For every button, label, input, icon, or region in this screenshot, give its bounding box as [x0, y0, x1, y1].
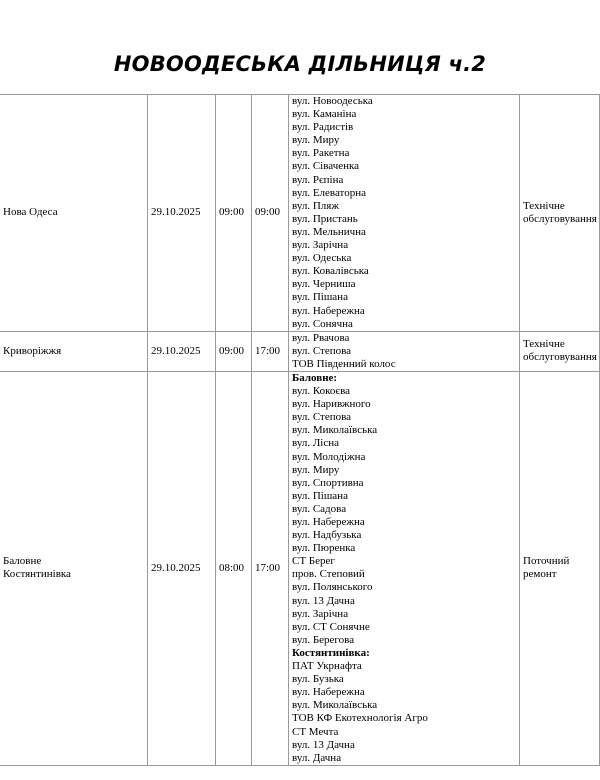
street-item: вул. Миколаївська [292, 424, 378, 437]
streets-cell [289, 371, 520, 765]
start-time-cell: 08:00 [216, 371, 252, 765]
street-item: вул. Сонячна [292, 317, 353, 330]
location-name: Нова Одеса [3, 206, 58, 219]
street-item: вул. Садова [292, 502, 347, 515]
street-item: вул. Миколаївська [292, 699, 378, 712]
street-item: вул. Пішана [292, 291, 348, 304]
street-item: вул. Новоодеська [292, 95, 373, 107]
start-time-cell: 09:00 [216, 95, 252, 332]
street-item: вул. Одеська [292, 252, 352, 265]
streets-cell [289, 95, 520, 332]
work-type-cell: Технічне обслуговування [520, 331, 600, 371]
street-item: вул. Ковалівська [292, 265, 369, 278]
street-item: вул. Набережна [292, 304, 365, 317]
street-item: вул. Спортивна [292, 476, 364, 489]
street-group-heading: Костянтинівка: [292, 646, 370, 659]
street-item: ПАТ Укрнафта [292, 660, 362, 673]
location-name: Баловне [3, 555, 42, 568]
street-item: вул. Каманіна [292, 108, 357, 121]
street-item: вул. Рвачова [292, 331, 350, 344]
street-item: вул. Миру [292, 463, 340, 476]
street-item: вул. Мельнична [292, 225, 366, 238]
location-name: Костянтинівка [3, 568, 71, 581]
table-row [0, 331, 600, 371]
street-item: вул. 13 Дачна [292, 594, 355, 607]
table-row [0, 95, 600, 332]
street-item: вул. Сіваченка [292, 160, 360, 173]
street-item: вул. Степова [292, 411, 352, 424]
work-type-cell: Поточний ремонт [520, 371, 600, 765]
end-time-cell: 17:00 [252, 331, 289, 371]
street-item: вул. Наривжного [292, 398, 371, 411]
street-item: СТ Берег [292, 555, 335, 568]
outage-schedule-table [0, 94, 600, 766]
end-time-cell: 17:00 [252, 371, 289, 765]
street-item: вул. Черниша [292, 278, 356, 291]
date-cell: 29.10.2025 [148, 371, 216, 765]
location-cell [0, 371, 148, 765]
street-item: вул. Кокоєва [292, 385, 351, 398]
street-item: вул. Рєпіна [292, 173, 344, 186]
street-item: вул. Берегова [292, 633, 355, 646]
street-item: вул. Пристань [292, 212, 358, 225]
street-item: вул. Миру [292, 134, 340, 147]
street-item: вул. Набережна [292, 686, 365, 699]
street-item: вул. Дачна [292, 751, 342, 764]
work-type-cell: Технічне обслуговування [520, 95, 600, 332]
street-item: вул. Ракетна [292, 147, 350, 160]
street-item: вул. Полянського [292, 581, 373, 594]
start-time-cell: 09:00 [216, 331, 252, 371]
street-item: вул. 13 Дачна [292, 738, 355, 751]
table-body [0, 95, 600, 766]
street-item: вул. Радистів [292, 121, 354, 134]
streets-cell [289, 331, 520, 371]
location-name: Криворіжжя [3, 344, 62, 357]
page-title: НОВООДЕСЬКА ДІЛЬНИЦЯ ч.2 [113, 52, 487, 76]
location-cell [0, 331, 148, 371]
date-cell: 29.10.2025 [148, 331, 216, 371]
street-group-heading: Баловне: [292, 371, 338, 384]
location-cell [0, 95, 148, 332]
street-item: вул. Пюренка [292, 542, 356, 555]
street-item: вул. Надбузька [292, 529, 362, 542]
street-item: вул. Зарічна [292, 607, 349, 620]
table-row [0, 371, 600, 765]
street-item: вул. Набережна [292, 516, 365, 528]
street-item: вул. Бузька [292, 673, 344, 686]
street-item: вул. Елеваторна [292, 186, 366, 199]
date-cell: 29.10.2025 [148, 95, 216, 332]
end-time-cell: 09:00 [252, 95, 289, 332]
street-item: вул. Лісна [292, 437, 339, 450]
street-item: вул. Степова [292, 344, 352, 357]
street-item: пров. Степовий [292, 568, 365, 581]
street-item: вул. Пляж [292, 199, 339, 212]
street-item: ТОВ Південний колос [292, 357, 396, 370]
street-item: СТ Мечта [292, 725, 339, 738]
street-item: вул. СТ Сонячне [292, 620, 370, 633]
street-item: вул. Молодіжна [292, 450, 366, 463]
street-item: вул. Пішана [292, 489, 348, 502]
street-item: ТОВ КФ Екотехнологія Агро [292, 712, 428, 725]
street-item: вул. Зарічна [292, 239, 349, 252]
